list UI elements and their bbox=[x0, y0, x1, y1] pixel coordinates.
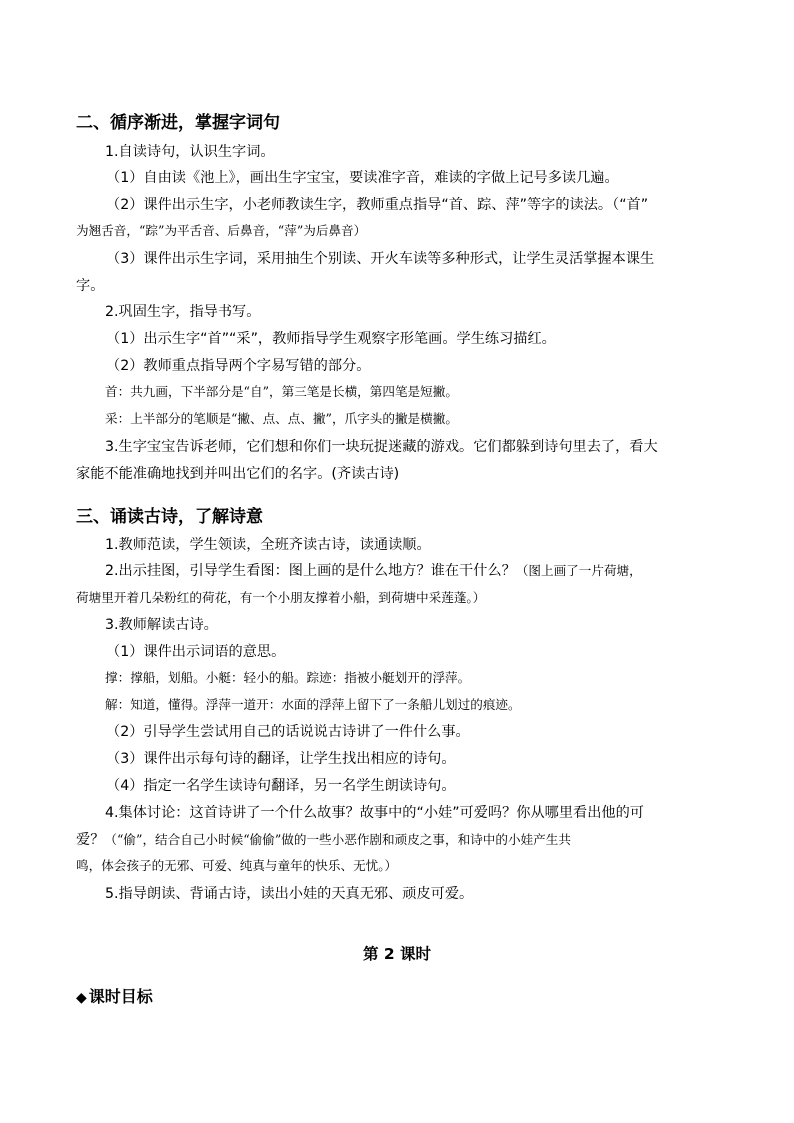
paragraph-main: 2.出示挂图，引导学生看图：图上画的是什么地方？谁在干什么？ bbox=[105, 563, 516, 579]
paragraph: 1.自读诗句，认识生字词。 bbox=[105, 144, 275, 160]
paragraph-note: 鸣，体会孩子的无邪、可爱、纯真与童年的快乐、无忧。） bbox=[76, 858, 398, 873]
paragraph: 3.教师解读古诗。 bbox=[105, 617, 218, 633]
paragraph-note: 为翘舌音，“踪”为平舌音、后鼻音，“萍”为后鼻音） bbox=[76, 223, 367, 238]
paragraph: （1）课件出示词语的意思。 bbox=[106, 644, 286, 660]
paragraph: 家能不能准确地找到并叫出它们的名字。(齐读古诗) bbox=[76, 466, 400, 482]
paragraph-note: （图上画了一片荷塘， bbox=[515, 563, 642, 578]
paragraph: （1）自由读《池上》，画出生字宝宝，要读准字音，难读的字做上记号多读几遍。 bbox=[106, 170, 619, 186]
note-line: 撑：撑船，划船。小艇：轻小的船。踪迹：指被小艇划开的浮萍。 bbox=[105, 670, 471, 685]
note-line: 采：上半部分的笔顺是“撇、点、点、撇”，爪字头的撇是横撇。 bbox=[105, 411, 458, 426]
note-line: 首：共九画，下半部分是“自”，第三笔是长横，第四笔是短撇。 bbox=[105, 384, 458, 399]
lesson-heading: 第 2 课时 bbox=[362, 945, 432, 963]
paragraph: 字。 bbox=[76, 278, 105, 294]
section-heading-2: 二、循序渐进，掌握字词句 bbox=[76, 113, 280, 133]
paragraph: 1.教师范读，学生领读，全班齐读古诗，读通读顺。 bbox=[105, 537, 431, 553]
paragraph-main: 爱？ bbox=[76, 832, 105, 848]
paragraph: 2.巩固生字，指导书写。 bbox=[105, 304, 261, 320]
paragraph: 4.集体讨论：这首诗讲了一个什么故事？故事中的“小娃”可爱吗？你从哪里看出他的可 bbox=[105, 805, 644, 821]
paragraph bbox=[105, 564, 642, 578]
diamond-bullet-icon: ◆ bbox=[76, 990, 87, 1006]
paragraph: 3.生字宝宝告诉老师，它们想和你们一块玩捉迷藏的游戏。它们都躲到诗句里去了，看大 bbox=[105, 439, 658, 455]
note-line: 解：知道，懂得。浮萍一道开：水面的浮萍上留下了一条船儿划过的痕迹。 bbox=[105, 697, 521, 712]
paragraph: （2）课件出示生字，小老师教读生字，教师重点指导“首、踪、萍”等字的读法。（“首” bbox=[106, 197, 649, 213]
goal-heading bbox=[76, 984, 153, 1007]
paragraph: （2）引导学生尝试用自己的话说说古诗讲了一件什么事。 bbox=[106, 724, 470, 740]
paragraph bbox=[76, 833, 571, 847]
paragraph-note: 荷塘里开着几朵粉红的荷花，有一个小朋友撑着小船，到荷塘中采莲蓬。） bbox=[76, 590, 486, 605]
goal-title: 课时目标 bbox=[88, 987, 153, 1006]
paragraph: （4）指定一名学生读诗句翻译，另一名学生朗读诗句。 bbox=[106, 778, 456, 794]
paragraph: 5.指导朗读、背诵古诗，读出小娃的天真无邪、顽皮可爱。 bbox=[105, 886, 474, 902]
paragraph: （3）课件出示生字词，采用抽生个别读、开火车读等多种形式，让学生灵活掌握本课生 bbox=[106, 251, 655, 267]
paragraph: （3）课件出示每句诗的翻译，让学生找出相应的诗句。 bbox=[106, 751, 456, 767]
section-heading-3: 三、诵读古诗，了解诗意 bbox=[76, 507, 263, 527]
paragraph: （2）教师重点指导两个字易写错的部分。 bbox=[106, 358, 371, 374]
paragraph-note: （“偷”，结合自己小时候“偷偷”做的一些小恶作剧和顽皮之事，和诗中的小娃产生共 bbox=[104, 832, 571, 847]
paragraph: （1）出示生字“首”“采”，教师指导学生观察字形笔画。学生练习描红。 bbox=[106, 331, 556, 347]
